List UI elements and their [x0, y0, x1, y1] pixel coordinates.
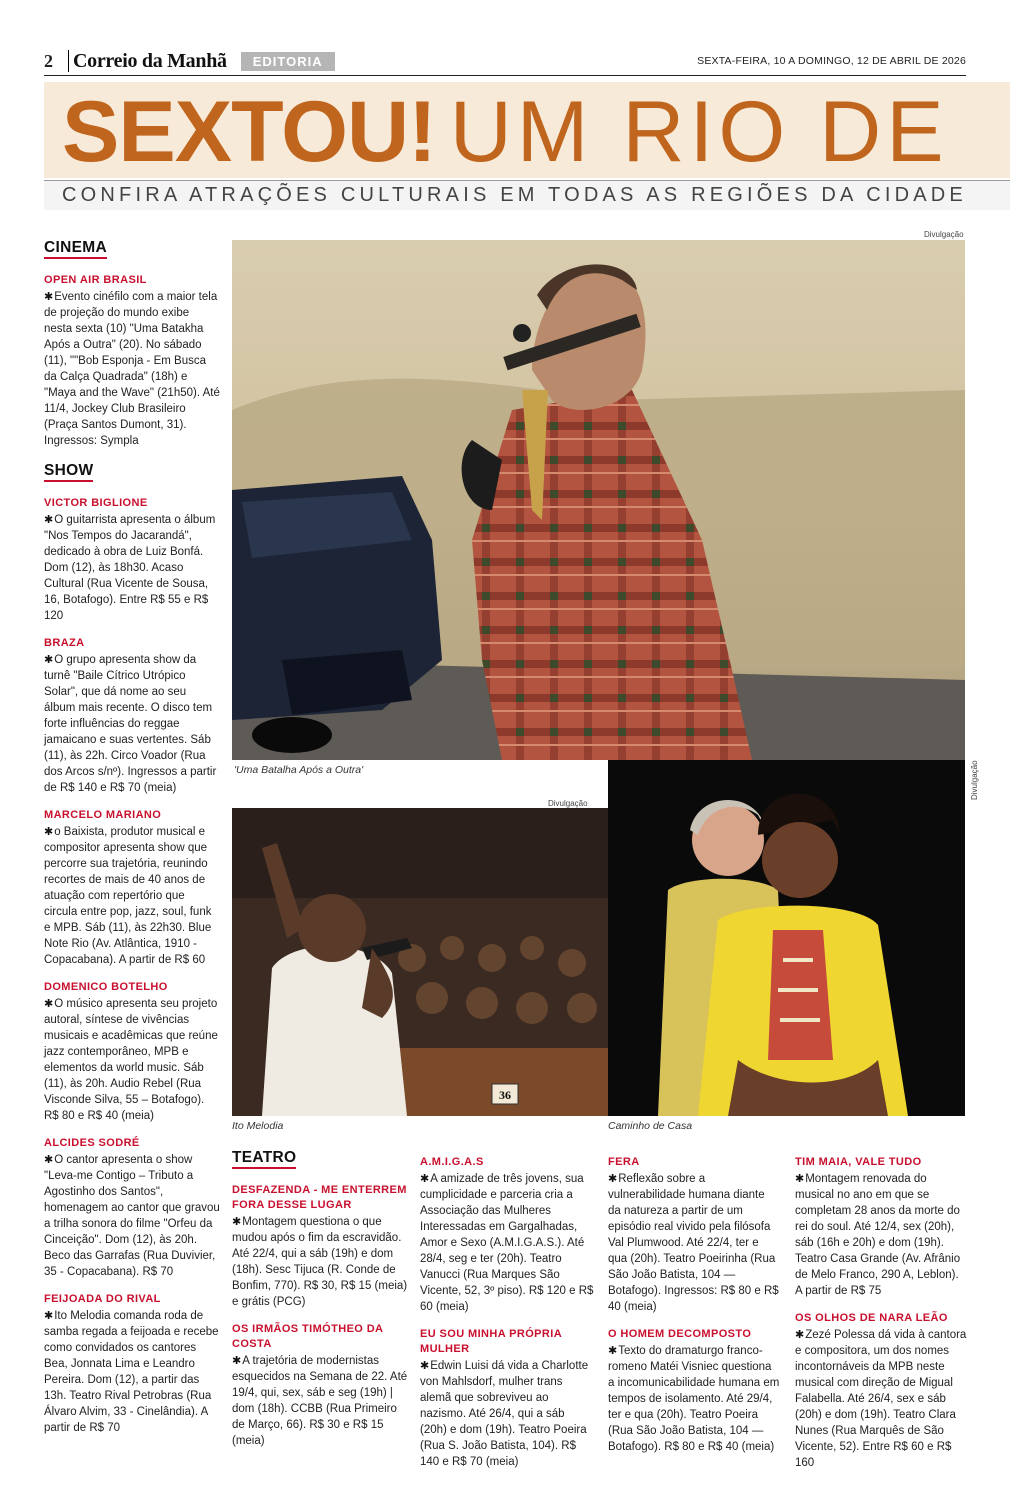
dateline: SEXTA-FEIRA, 10 A DOMINGO, 12 DE ABRIL DE 2026 — [697, 55, 966, 67]
page-number: 2 — [44, 50, 53, 71]
event-body: ✱Evento cinéfilo com a maior tela de projeção do mundo exibe nesta sexta (10) "Uma Batakha Após a Outra" (20). No sábado (11), ""Bob Esponja - Em Busca da Calça Quadrada" (18h) e "Maya and the Wave" (21h50). Até 11/4, Jockey Club Brasileiro (Praça Santos Dumont, 31). Ingressos: Sympla — [44, 291, 220, 447]
event-title: DESFAZENDA - ME ENTERREM FORA DESSE LUGAR — [232, 1184, 407, 1211]
event-body: ✱O cantor apresenta o show "Leva-me Contigo – Tributo a Agostinho dos Santos", homenagem ao cantor que gravou a trilha sonora do filme "Orfeu da Cinceição". Dom (12), às 20h. Beco das Garrafas (Rua Duvivier, 35 - Copacabana). R$ 70 — [44, 1154, 220, 1278]
asterisk-icon: ✱ — [44, 998, 54, 1010]
event-title: MARCELO MARIANO — [44, 809, 162, 821]
event-body: ✱O músico apresenta seu projeto autoral, síntese de vivências musicais e acadêmicas que reúne jazz contemporâneo, MPB e elementos da world music. Sáb (11), às 20h. Audio Rebel (Rua Visconde Silva, 55 – Botafogo). R$ 80 e R$ 40 (meia) — [44, 998, 218, 1122]
photo-credit: Divulgação — [548, 799, 588, 808]
headline-bold: SEXTOU! — [62, 84, 436, 180]
table-number: 36 — [499, 1088, 511, 1102]
event-body: ✱O grupo apresenta show da turnê "Baile Cítrico Utrópico Solar", que dá nome ao seu álbum mais recente. O disco tem forte influências do reggae jamaicano e suas vertentes. Sáb (11), às 22h. Circo Voador (Rua dos Arcos s/nº). Ingressos a partir de R$ 140 e R$ 70 (meia) — [44, 654, 217, 794]
event-title: FERA — [608, 1156, 640, 1168]
show-event-list — [44, 496, 220, 1436]
asterisk-icon: ✱ — [44, 826, 54, 838]
event-title: EU SOU MINHA PRÓPRIA MULHER — [420, 1328, 562, 1355]
event-title: OS IRMÃOS TIMÓTHEO DA COSTA — [232, 1323, 383, 1350]
event-title: VICTOR BIGLIONE — [44, 497, 148, 509]
event-title: DOMENICO BOTELHO — [44, 981, 168, 993]
headline-light: UM RIO DE — [449, 84, 949, 180]
photo-main — [232, 240, 965, 760]
left-column — [44, 240, 220, 1448]
asterisk-icon: ✱ — [608, 1345, 618, 1357]
cinema-event-list — [44, 273, 220, 449]
event-body: ✱Ito Melodia comanda roda de samba regada a feijoada e recebe como convidados os cantores Bea, Jonnata Lima e Leandro Pereira. Dom (12), a partir das 13h. Teatro Rival Petrobras (Rua Álvaro Alvim, 33 - Cinelândia). A partir de R$ 70 — [44, 1310, 219, 1434]
section-title-show: SHOW — [44, 463, 93, 482]
event-body: ✱Zezé Polessa dá vida à cantora e compositora, um dos nomes incontornáveis da MPB neste musical com direção de Migual Falabella. Até 26/4, sex e sáb (20h) e dom (19h). Teatro Clara Nunes (Rua Marquês de São Vicente, 52). Entre R$ 60 e R$ 160 — [795, 1329, 967, 1469]
asterisk-icon: ✱ — [44, 514, 54, 526]
photo-caminho-illustration — [608, 760, 965, 1116]
photo-caption: 'Uma Batalha Após a Outra' — [234, 764, 364, 776]
event-title: ALCIDES SODRÉ — [44, 1137, 140, 1149]
teatro-column-1 — [232, 1150, 408, 1461]
event-body: ✱Montagem renovada do musical no ano em que se completam 28 anos da morte do rei do soul. Até 12/4, sex (20h), sáb (16h e 20h) e dom (19h). Teatro Casa Grande (Av. Afrânio de Melo Franco, 290 A, Leblon). A partir de R$ 75 — [795, 1173, 961, 1297]
section-tag: EDITORIA — [241, 52, 335, 71]
event-title: OPEN AIR BRASIL — [44, 274, 147, 286]
teatro-column-2 — [420, 1155, 594, 1482]
event-body: ✱A trajetória de modernistas esquecidos na Semana de 22. Até 19/4, qui, sex, sáb e seg (19h) | dom (18h). CCBB (Rua Primeiro de Março, 66). R$ 30 e R$ 15 (meia) — [232, 1355, 408, 1447]
masthead — [44, 48, 966, 74]
photo-caption: Caminho de Casa — [608, 1120, 693, 1132]
asterisk-icon: ✱ — [44, 654, 54, 666]
asterisk-icon: ✱ — [232, 1355, 242, 1367]
asterisk-icon: ✱ — [44, 1310, 54, 1322]
event-body: ✱Texto do dramaturgo franco-romeno Matéi Visniec questiona a incomunicabilidade humana em tempos de isolamento. Até 29/4, ter e qua (20h). Teatro Poeira (Rua São João Batista, 104 — Botafogo). R$ 80 e R$ 40 (meia) — [608, 1345, 780, 1453]
event-body: ✱O guitarrista apresenta o álbum "Nos Tempos do Jacarandá", dedicado à obra de Luiz Bonfá. Dom (12), às 18h30. Acaso Cultural (Rua Vicente de Sousa, 16, Botafogo). Entre R$ 55 e R$ 120 — [44, 514, 216, 622]
teatro-column-3 — [608, 1155, 780, 1467]
section-title-teatro: TEATRO — [232, 1150, 296, 1169]
asterisk-icon: ✱ — [44, 1154, 54, 1166]
event-title: TIM MAIA, VALE TUDO — [795, 1156, 922, 1168]
event-title: OS OLHOS DE NARA LEÃO — [795, 1312, 948, 1324]
teatro-column-4 — [795, 1155, 967, 1483]
divider — [68, 50, 69, 72]
event-body: ✱Montagem questiona o que mudou após o fim da escravidão. Até 22/4, qui a sáb (19h) e dom (18h). Sesc Tijuca (R. Conde de Bonfim, 770). R$ 30, R$ 15 (meia) e grátis (PCG) — [232, 1216, 408, 1308]
event-title: FEIJOADA DO RIVAL — [44, 1293, 161, 1305]
asterisk-icon: ✱ — [420, 1173, 430, 1185]
asterisk-icon: ✱ — [44, 291, 54, 303]
photo-credit: Divulgação — [924, 230, 964, 239]
photo-ito-melodia — [232, 808, 608, 1116]
photo-credit: Divulgação — [970, 760, 979, 800]
event-body: ✱A amizade de três jovens, sua cumplicidade e parceria cria a Associação das Mulheres Interessadas em Gargalhadas, Amor e Sexo (A.M.I.G.A.S.). Até 28/4, seg e ter (20h). Teatro Vanucci (Rua Marques São Vicente, 52, 3º piso). R$ 120 e R$ 60 (meia) — [420, 1173, 594, 1313]
section-title-cinema: CINEMA — [44, 240, 107, 259]
event-body: ✱Reflexão sobre a vulnerabilidade humana diante da natureza a partir de um episódio real vivido pela filósofa Val Plumwood. Até 22/4, ter e qua (20h). Teatro Poeirinha (Rua São João Batista, 104 — Botafogo). Ingressos: R$ 80 e R$ 40 (meia) — [608, 1173, 779, 1313]
event-title: O HOMEM DECOMPOSTO — [608, 1328, 752, 1340]
asterisk-icon: ✱ — [608, 1173, 618, 1185]
photo-ito-illustration — [232, 808, 608, 1116]
event-title: BRAZA — [44, 637, 85, 649]
photo-main-illustration — [232, 240, 965, 760]
asterisk-icon: ✱ — [795, 1329, 805, 1341]
photo-caption: Ito Melodia — [232, 1120, 284, 1132]
page-subtitle: CONFIRA ATRAÇÕES CULTURAIS EM TODAS AS REGIÕES DA CIDADE — [62, 184, 967, 206]
page-headline — [62, 84, 1010, 180]
event-body: ✱o Baixista, produtor musical e compositor apresenta show que percorre sua trajetória, reunindo recortes de mais de 40 anos de atuação com repertório que circula entre pop, jazz, soul, funk e MPB. Sáb (11), às 22h30. Blue Note Rio (Av. Atlântica, 1910 - Copacabana). A partir de R$ 60 — [44, 826, 212, 966]
photo-caminho-de-casa — [608, 760, 965, 1116]
newspaper-logo: Correio da Manhã — [73, 49, 227, 72]
header-rule — [44, 75, 966, 76]
event-body: ✱Edwin Luisi dá vida a Charlotte von Mahlsdorf, mulher trans alemã que sobreviveu ao nazismo. Até 26/4, qui a sáb (20h) e dom (19h). Teatro Poeira (Rua S. João Batista, 104). R$ 140 e R$ 70 (meia) — [420, 1360, 589, 1468]
event-title: A.M.I.G.A.S — [420, 1156, 484, 1168]
asterisk-icon: ✱ — [420, 1360, 430, 1372]
asterisk-icon: ✱ — [795, 1173, 805, 1185]
asterisk-icon: ✱ — [232, 1216, 242, 1228]
